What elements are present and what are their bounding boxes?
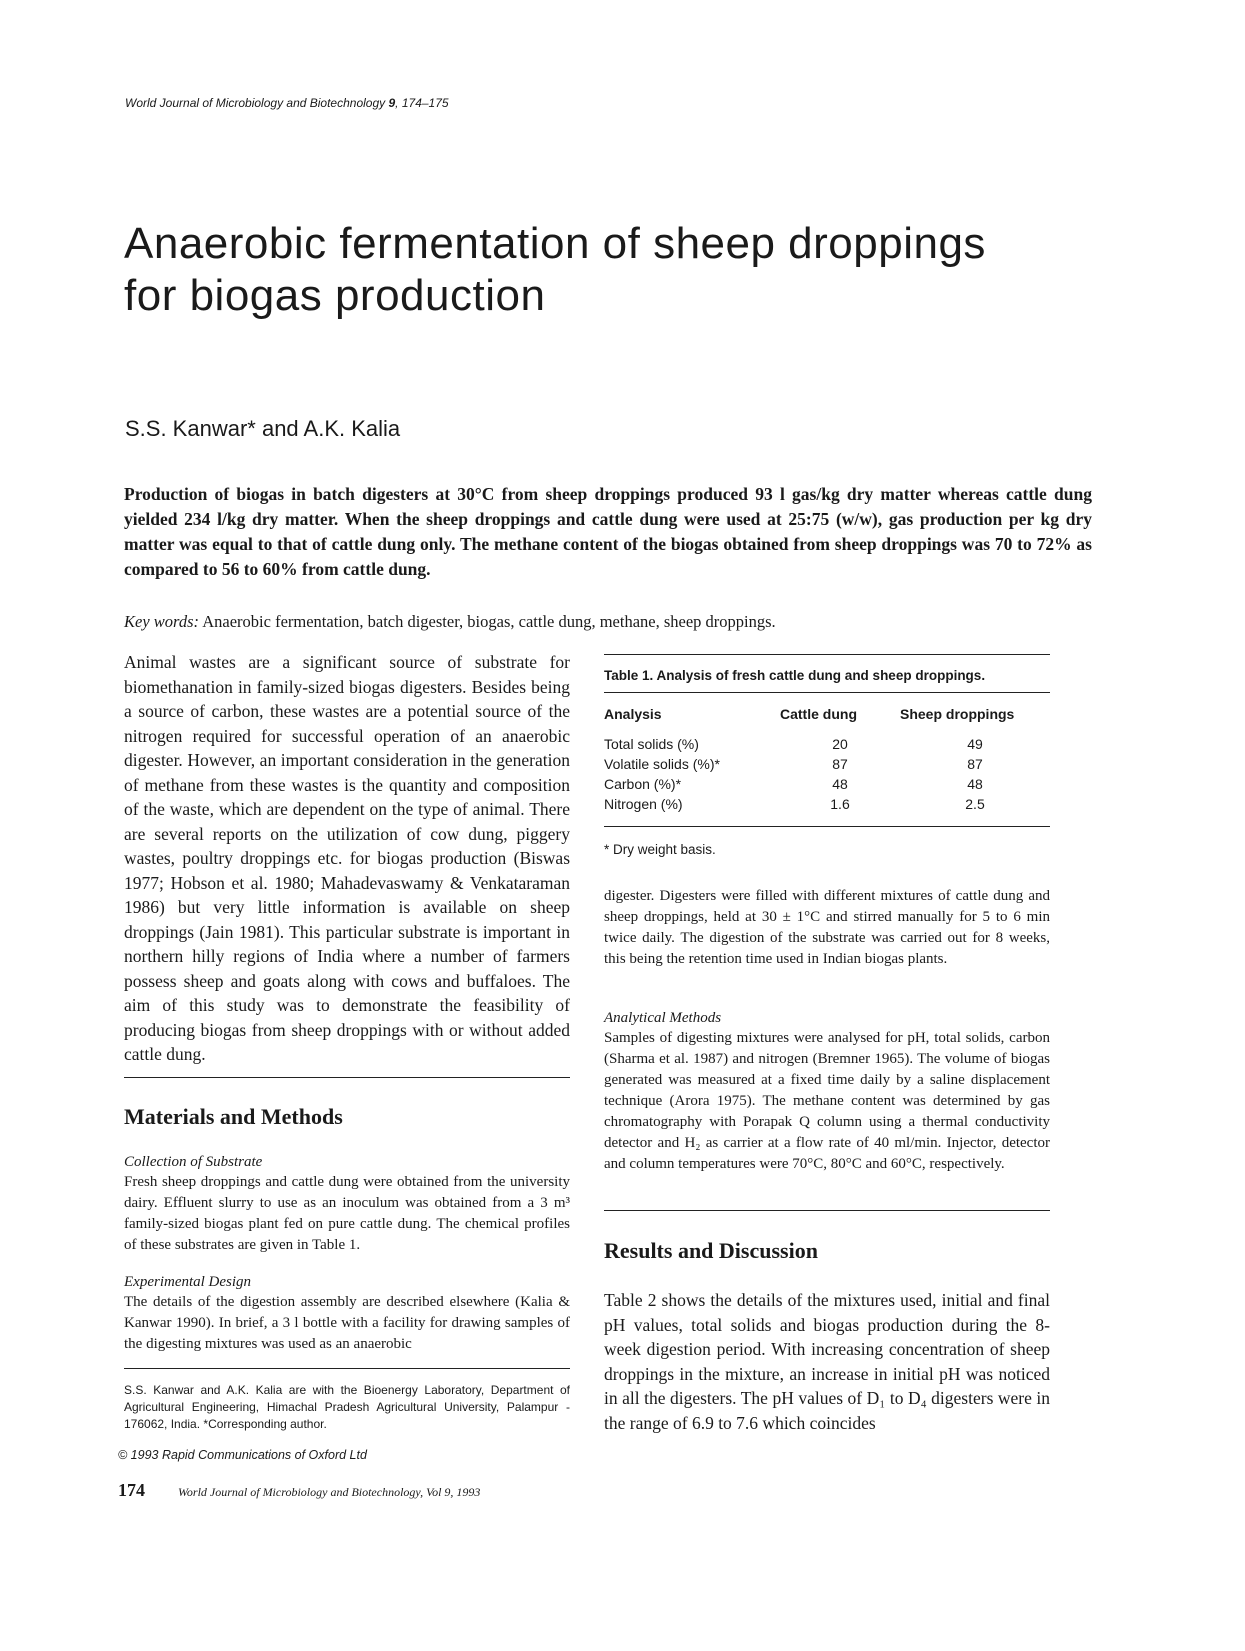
table-cell: Total solids (%) xyxy=(604,736,699,752)
collection-subheading: Collection of Substrate xyxy=(124,1154,263,1170)
table-cell: Volatile solids (%)* xyxy=(604,756,720,772)
analytical-text: Samples of digesting mixtures were analysed for pH, total solids, carbon (Sharma et al. 1987) and nitrogen (Bremner 1965). The volume of biogas generated was measured at a fixed time daily by a saline displacement technique (Arora 1975). The methane content was determined by gas chromatography with Porapak Q column using a thermal conductivity detector and H₂ as carrier at a flow rate of 40 ml/min. Injector, detector and column temperatures were 70°C, 80°C and 60°C, respectively. xyxy=(604,1030,1050,1172)
affiliation-footnote: S.S. Kanwar and A.K. Kalia are with the Bioenergy Laboratory, Department of Agricultural Engineering, Himachal Pradesh Agricultural University, Palampur - 176062, India. *Corresponding author. xyxy=(124,1383,570,1431)
keywords xyxy=(124,612,1092,632)
results-heading: Results and Discussion xyxy=(604,1238,818,1263)
design-subheading: Experimental Design xyxy=(124,1274,252,1290)
title-line-2: for biogas production xyxy=(124,271,546,320)
footer-journal: World Journal of Microbiology and Biotechnology, Vol 9, 1993 xyxy=(178,1485,481,1499)
table-header-cell: Analysis xyxy=(604,706,662,722)
table-row xyxy=(604,774,1050,794)
table-row xyxy=(604,754,1050,774)
collection-text: Fresh sheep droppings and cattle dung were obtained from the university dairy. Effluent slurry to use as an inoculum was obtained from a 3 m³ family-sized biogas plant fed on pure cattle dung. The chemical profiles of these substrates are given in Table 1. xyxy=(124,1174,570,1253)
introduction-text: Animal wastes are a significant source of substrate for biomethanation in family-sized biogas digesters. Besides being a source of carbon, these wastes are a potential source of the nitrogen required for successful operation of an anaerobic digester. However, an important consideration in the generation of methane from these wastes is the quantity and composition of the waste, which are dependent on the type of animal. There are several reports on the utilization of cow dung, piggery wastes, poultry droppings etc. for biogas production (Biswas 1977; Hobson et al. 1980; Mahadevaswamy & Venkataraman 1986) but very little information is available on sheep droppings (Jain 1981). This particular substrate is important in northern hilly regions of India where a number of farmers possess sheep and goats along with cows and buffaloes. The aim of this study was to demonstrate the feasibility of producing biogas from sheep droppings with or without added cattle dung. xyxy=(124,652,570,1064)
keywords-label: Key words: xyxy=(124,612,200,631)
copyright-notice: © 1993 Rapid Communications of Oxford Ltd xyxy=(118,1448,367,1462)
table-cell: 87 xyxy=(832,756,848,772)
table-cell: 20 xyxy=(832,736,848,752)
page-number: 174 xyxy=(118,1480,145,1500)
table-cell: 1.6 xyxy=(830,796,850,812)
table-cell: 48 xyxy=(832,776,848,792)
keywords-text: Anaerobic fermentation, batch digester, biogas, cattle dung, methane, sheep droppings. xyxy=(202,612,776,631)
methods-heading: Materials and Methods xyxy=(124,1104,343,1129)
table-cell: 2.5 xyxy=(965,796,985,812)
table-row xyxy=(604,794,1050,814)
journal-header xyxy=(125,96,449,110)
table-header-cell: Cattle dung xyxy=(780,706,857,722)
table-cell: 49 xyxy=(967,736,983,752)
results-text: Table 2 shows the details of the mixtures used, initial and final pH values, total solids and biogas production during the 8-week digestion period. With increasing concentration of sheep droppings in the mixture, an increase in initial pH was noticed in all the digesters. The pH values of D₁ to D₄ digesters were in the range of 6.9 to 7.6 which coincides xyxy=(604,1290,1050,1433)
table-cell: Carbon (%)* xyxy=(604,776,682,792)
table-title-rule xyxy=(604,692,1050,693)
table-top-rule xyxy=(604,654,1050,655)
table-footnote: * Dry weight basis. xyxy=(604,842,716,857)
design-text: The details of the digestion assembly are described elsewhere (Kalia & Kanwar 1990). In brief, a 3 l bottle with a facility for drawing samples of the digesting mixtures was used as an anaerobic xyxy=(124,1294,570,1352)
title-line-1: Anaerobic fermentation of sheep droppings xyxy=(124,219,986,268)
table-cell: Nitrogen (%) xyxy=(604,796,683,812)
section-divider xyxy=(604,1210,1050,1211)
design-text-continued: digester. Digesters were filled with different mixtures of cattle dung and sheep droppings, held at 30 ± 1°C and stirred manually for 5 to 6 min twice daily. The digestion of the substrate was carried out for 8 weeks, this being the retention time used in Indian biogas plants. xyxy=(604,888,1050,967)
journal-pages: , 174–175 xyxy=(395,96,449,110)
table-header-row xyxy=(604,706,1050,734)
table-1-title: Table 1. Analysis of fresh cattle dung and sheep droppings. xyxy=(604,668,986,683)
table-bottom-rule xyxy=(604,826,1050,827)
section-divider xyxy=(124,1077,570,1078)
analytical-subheading: Analytical Methods xyxy=(604,1010,722,1026)
abstract: Production of biogas in batch digesters at 30°C from sheep droppings produced 93 l gas/kg dry matter whereas cattle dung yielded 234 l/kg dry matter. When the sheep droppings and cattle dung were used at 25:75 (w/w), gas production per kg dry matter was equal to that of cattle dung only. The methane content of the biogas obtained from sheep droppings was 70 to 72% as compared to 56 to 60% from cattle dung. xyxy=(124,484,1092,579)
authors: S.S. Kanwar* and A.K. Kalia xyxy=(125,416,401,441)
table-1 xyxy=(604,706,1050,814)
table-cell: 48 xyxy=(967,776,983,792)
table-header-cell: Sheep droppings xyxy=(900,706,1015,722)
footnote-divider xyxy=(124,1368,570,1369)
article-title xyxy=(124,218,1124,322)
journal-volume: 9 xyxy=(388,96,396,110)
journal-name: World Journal of Microbiology and Biotechnology xyxy=(125,96,386,110)
table-row xyxy=(604,734,1050,754)
table-cell: 87 xyxy=(967,756,983,772)
